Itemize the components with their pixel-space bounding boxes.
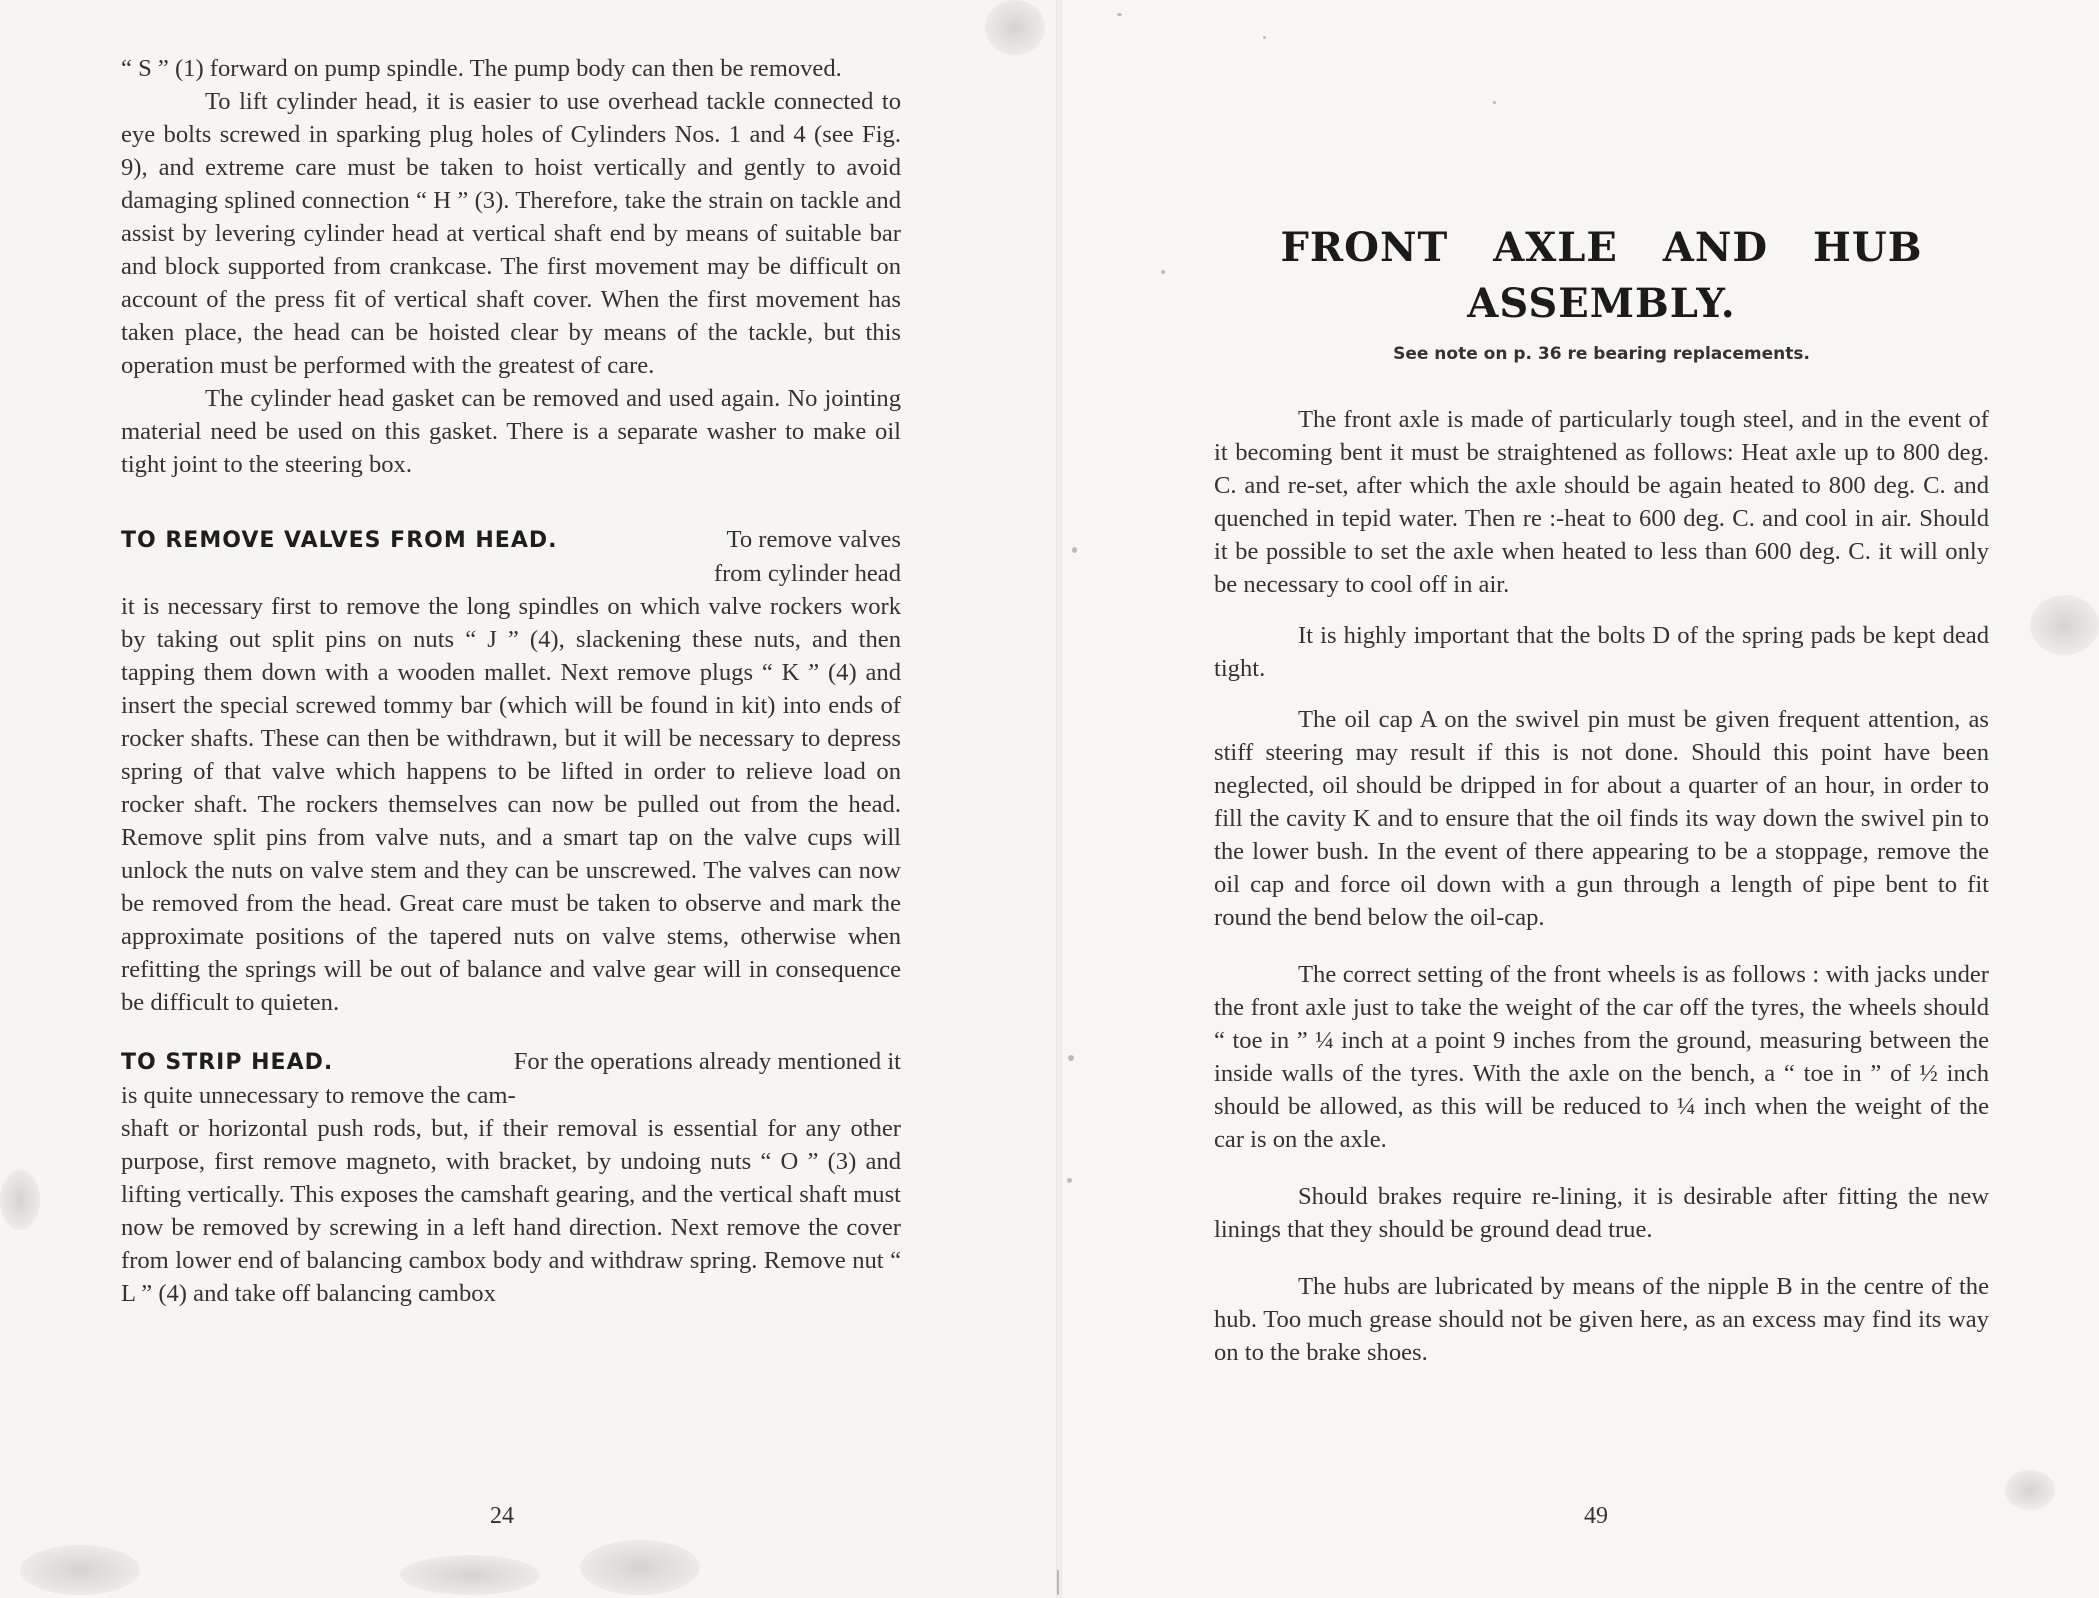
scan-smudge xyxy=(400,1555,540,1595)
bearing-note: See note on p. 36 re bearing replacements. xyxy=(1393,344,1810,364)
scan-speck xyxy=(1068,1055,1074,1061)
page-number-left: 24 xyxy=(490,1503,514,1529)
paragraph: The front axle is made of particularly tough steel, and in the event of it becoming bent it must be straightened as follows: Heat axle up to 800 deg. C. and re-set, after which the axle should be again heated to 800 deg. C. and quenched in tepid water. Then re :-heat to 600 deg. C. and cool in air. Should it be possible to set the axle when heated to less than 600 deg. C. it will only be necessary to cool off in air. xyxy=(1214,406,1989,598)
scan-smudge xyxy=(0,1170,40,1230)
section-strip-head xyxy=(121,1045,901,1310)
section-line-tail: To remove valves xyxy=(726,526,901,553)
scan-speck xyxy=(1067,1178,1072,1183)
section-heading: TO STRIP HEAD. xyxy=(121,1050,334,1075)
scan-speck xyxy=(1493,101,1496,104)
paragraph: To lift cylinder head, it is easier to use overhead tackle connected to eye bolts screwed in sparking plug holes of Cylinders Nos. 1 and 4 (see Fig. 9), and extreme care must be taken to hoist vertically and gently to avoid damaging splined connection “ H ” (3). Therefore, take the strain on tackle and assist by levering cylinder head at vertical shaft end by means of suitable bar and block supported from crankcase. The first movement may be difficult on account of the press fit of vertical shaft cover. When the first movement has taken place, the head can be hoisted clear by means of the tackle, but this operation must be performed with the greatest of care. xyxy=(121,88,901,379)
right-page-text xyxy=(1214,403,1989,1369)
paragraph: “ S ” (1) forward on pump spindle. The pump body can then be removed. xyxy=(121,55,842,82)
section-body: it is necessary first to remove the long spindles on which valve rockers work by taking out split pins on nuts “ J ” (4), slackening these nuts, and then tapping them down with a wooden mallet. Next remove plugs “ K ” (4) and insert the special screwed tommy bar (which will be found in kit) into ends of rocker shafts. These can then be withdrawn, but it will be necessary to depress spring of that valve which happens to be lifted in order to relieve load on rocker shaft. The rockers themselves can now be pulled out from the head. Remove split pins from valve nuts, and a smart tap on the valve cups will unlock the nuts on valve stem and they can be unscrewed. The valves can now be removed from the head. Great care must be taken to observe and mark the approximate positions of the tapered nuts on valve stems, otherwise when refitting the springs will be out of balance and valve gear will in consequence be difficult to quieten. xyxy=(121,593,901,1016)
scan-speck xyxy=(1057,1570,1059,1595)
scan-speck xyxy=(1263,36,1266,39)
section-heading: TO REMOVE VALVES FROM HEAD. xyxy=(121,528,558,553)
section-remove-valves xyxy=(121,523,901,1019)
left-page-text xyxy=(121,52,901,1310)
scan-smudge xyxy=(2005,1470,2055,1510)
scan-speck xyxy=(1161,270,1165,274)
paragraph: The oil cap A on the swivel pin must be given frequent attention, as stiff steering may result if this is not done. Should this point have been neglected, oil should be dripped in for about a quarter of an hour, in order to fill the cavity K and to ensure that the oil finds its way down the swivel pin to the lower bush. In the event of there appearing to be a stoppage, remove the oil cap and force oil down with a gun through a length of pipe bent to fit round the bend below the oil-cap. xyxy=(1214,706,1989,931)
section-line-tail: For the operations already mentioned it xyxy=(513,1048,901,1075)
page-title-line-1: FRONT AXLE AND HUB xyxy=(1280,224,1923,271)
scan-smudge xyxy=(580,1540,700,1595)
page-number-right: 49 xyxy=(1584,1503,1608,1529)
scan-smudge xyxy=(985,0,1045,55)
page-title-line-2: ASSEMBLY. xyxy=(1467,280,1736,327)
section-line: from cylinder head xyxy=(713,560,901,587)
paragraph: The cylinder head gasket can be removed and used again. No jointing material need be used on this gasket. There is a separate washer to make oil tight joint to the steering box. xyxy=(121,385,901,478)
book-gutter xyxy=(1056,0,1062,1598)
paragraph: Should brakes require re-lining, it is desirable after fitting the new linings that they should be ground dead true. xyxy=(1214,1183,1989,1243)
scan-smudge xyxy=(20,1545,140,1595)
paragraph: The hubs are lubricated by means of the nipple B in the centre of the hub. Too much grease should not be given here, as an excess may find its way on to the brake shoes. xyxy=(1214,1273,1989,1366)
section-line: is quite unnecessary to remove the cam- xyxy=(121,1082,516,1109)
paragraph: The correct setting of the front wheels is as follows : with jacks under the front axle just to take the weight of the car off the tyres, the wheels should “ toe in ” ¼ inch at a point 9 inches from the ground, measuring between the inside walls of the tyres. With the axle on the bench, a “ toe in ” of ½ inch should be allowed, as this will be reduced to ¼ inch when the weight of the car is on the axle. xyxy=(1214,961,1989,1153)
section-body: shaft or horizontal push rods, but, if their removal is essential for any other purpose, first remove magneto, with bracket, by undoing nuts “ O ” (3) and lifting vertically. This exposes the camshaft gearing, and the vertical shaft must now be removed by screwing in a left hand direction. Next remove the cover from lower end of balancing cambox body and withdraw spring. Remove nut “ L ” (4) and take off balancing cambox xyxy=(121,1115,901,1307)
paragraph: It is highly important that the bolts D of the spring pads be kept dead tight. xyxy=(1214,622,1989,682)
scan-speck xyxy=(1117,13,1122,16)
scan-smudge xyxy=(2030,595,2099,655)
scan-speck xyxy=(1072,547,1077,553)
